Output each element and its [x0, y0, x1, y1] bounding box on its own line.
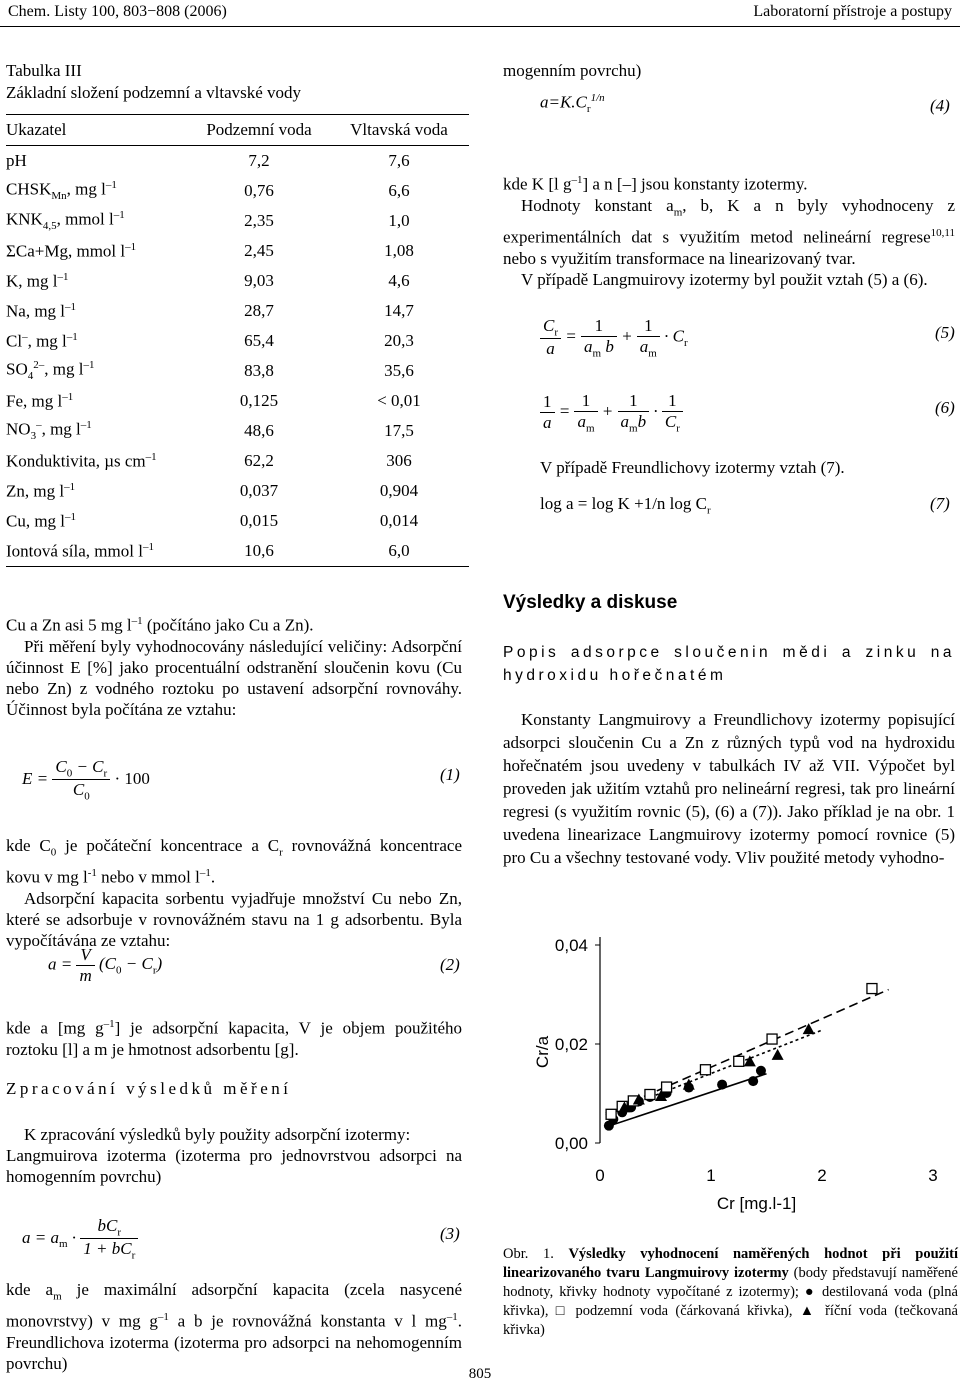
cell: Fe, mg $l^{-1}$ — [6, 390, 74, 411]
data-point — [662, 1082, 672, 1092]
right-text-block-1 — [503, 170, 955, 290]
table-row — [6, 476, 469, 506]
y-tick-label: 0,02 — [554, 1035, 588, 1054]
table-row — [6, 176, 469, 206]
equation-3: $a = a_m$ · $\frac{bC_r}{1 + bC_r}$ — [22, 1216, 138, 1262]
cell: 306 — [386, 451, 412, 470]
cell: 1,08 — [384, 241, 414, 260]
equation-number: (7) — [930, 494, 950, 513]
table-row — [6, 296, 469, 326]
cell: 65,4 — [244, 331, 274, 350]
cell: 7,6 — [388, 151, 410, 170]
table-title: Tabulka III — [6, 61, 82, 80]
x-tick-label: 2 — [817, 1166, 827, 1185]
paragraph: kde $a_m$ je maximální adsorpční kapacita (zcela nasycené monovrstvy) v mg $g^{-1}$ a b je rovnovážná konstanta v l $mg^{-1}$. Freundlichova izoterma (izoterma pro adsorpci na nehomogenním povrchu) — [6, 1280, 462, 1374]
equation-number: (3) — [440, 1224, 460, 1243]
equation-5: $\frac{C_r}{a}$ = $\frac{1}{a_m b}$ + $\frac{1}{a_m}$ · $C_r$ — [540, 316, 688, 359]
right-text-block-2 — [540, 457, 955, 478]
cell: 1,0 — [388, 211, 410, 230]
journal-citation: Chem. Listy 100, 803−808 (2006) — [8, 3, 227, 20]
cell: $KNK_{4,5}$, mmol $l^{-1}$ — [6, 209, 125, 233]
paragraph: Adsorpční kapacita sorbentu vyjadřuje množství Cu nebo Zn, které se adsorbuje v rovnovážném stavu na 1 g adsorbentu. Byla vypočítávána ze vztahu: — [6, 889, 462, 951]
equation-6: $\frac{1}{a}$ = $\frac{1}{a_m}$ + $\frac{1}{a_mb}$ · $\frac{1}{C_r}$ — [540, 391, 683, 434]
table-row — [6, 266, 469, 296]
table-row — [6, 146, 469, 177]
data-point — [645, 1089, 655, 1099]
left-text-block-3 — [6, 1014, 462, 1060]
paragraph: Cu a Zn asi 5 mg $l^{-1}$ (počítáno jako Cu a Zn). — [6, 615, 314, 635]
cell: $NO_3^-$, mg $l^{-1}$ — [6, 419, 92, 443]
col-header: Podzemní voda — [206, 120, 312, 139]
table-row — [6, 206, 469, 236]
cell: 35,6 — [384, 361, 414, 380]
right-text-block-0 — [503, 60, 955, 81]
equation-4: $a=K.C_r^{1/n}$ — [540, 92, 605, 116]
table-row — [6, 506, 469, 536]
data-point — [606, 1109, 616, 1119]
data-point — [734, 1056, 744, 1066]
cell: 48,6 — [244, 421, 274, 440]
table-subtitle: Základní složení podzemní a vltavské vody — [6, 83, 302, 102]
header-rule — [0, 26, 960, 27]
table-row — [6, 536, 469, 567]
cell: Na, mg $l^{-1}$ — [6, 300, 77, 321]
equation-7: log a = log K +1/n $\log C_r$ — [540, 494, 711, 517]
right-text-block-3 — [503, 708, 955, 869]
cell: $CHSK_{Mn}$, mg $l^{-1}$ — [6, 179, 117, 203]
paragraph: V případě Langmuirovy izotermy byl použit vztah (5) a (6). — [521, 269, 928, 289]
cell: Iontová síla, mmol $l^{-1}$ — [6, 540, 154, 561]
data-point — [767, 1034, 777, 1044]
table-row — [6, 356, 469, 386]
figure-1-chart — [500, 915, 960, 1220]
equation-number: (5) — [935, 323, 955, 342]
section-heading: Výsledky a diskuse — [503, 592, 678, 613]
section-title: Laboratorní přístroje a postupy — [753, 3, 952, 20]
cell: 28,7 — [244, 301, 274, 320]
x-tick-label: 3 — [928, 1166, 938, 1185]
cell: 9,03 — [244, 271, 274, 290]
cell: 7,2 — [248, 151, 270, 170]
data-point — [772, 1049, 784, 1060]
paragraph: Konstanty Langmuirovy a Freundlichovy izotermy popisující adsorpci sloučenin Cu a Zn z různých typů vod na hydroxidu hořečnatém jsou uvedeny v tabulkách IV až VII. Výpočet byl proveden jak užitím vztahů pro nelineární regresi, tak pro lineární regresi (s využitím rovnic (5), (6) a (7)). Jako příklad je na obr. 1 uvedena linearizace Langmuirovy izotermy pomocí rovnice (5) pro Cu a všechny testované vody. Vliv použité metody vyhodno- — [503, 710, 955, 867]
table-row — [6, 416, 469, 446]
running-header — [0, 0, 960, 26]
cell: 62,2 — [244, 451, 274, 470]
x-tick-label: 0 — [595, 1166, 605, 1185]
left-text-block-4 — [6, 1124, 462, 1187]
cell: pH — [6, 151, 27, 170]
cell: ΣCa+Mg, mmol $l^{-1}$ — [6, 240, 137, 261]
composition-table — [6, 115, 469, 567]
cell: Cl–, mg $l^{-1}$ — [6, 330, 78, 351]
equation-number: (6) — [935, 398, 955, 417]
equation-2: a = $\frac{V}{m}$ $(C_0 - C_r)$ — [48, 945, 163, 985]
cell: 2,35 — [244, 211, 274, 230]
data-point — [867, 984, 877, 994]
page-number: 805 — [468, 1366, 492, 1382]
paragraph: K zpracování výsledků byly použity adsorpční izotermy: — [24, 1125, 411, 1144]
cell: 17,5 — [384, 421, 414, 440]
left-text-block-2 — [6, 835, 462, 951]
equation-number: (4) — [930, 96, 950, 115]
cell: 0,015 — [239, 511, 279, 530]
cell: 0,904 — [379, 481, 419, 500]
cell: 20,3 — [384, 331, 414, 350]
col-header: Vltavská voda — [350, 120, 448, 139]
table-row — [6, 446, 469, 476]
data-point — [803, 1023, 815, 1034]
cell: 83,8 — [244, 361, 274, 380]
table-header-row — [6, 115, 469, 146]
equation-1: E = $\frac{C_0 - C_r}{C_0}$ · 100 — [22, 757, 150, 803]
data-point — [748, 1076, 758, 1086]
paragraph: Langmuirova izoterma (izoterma pro jednovrstvou adsorpci na homogenním povrchu) — [6, 1146, 462, 1186]
equation-number: (2) — [440, 955, 460, 974]
cell: 2,45 — [244, 241, 274, 260]
paragraph: Hodnoty konstant $a_m$, b, K a n byly vyhodnoceny z experimentálních dat s využitím metod nelineární regrese$^{10,11}$ nebo s využitím transformace na linearizovaný tvar. — [503, 195, 956, 268]
table-row — [6, 386, 469, 416]
y-axis-label: Cr/a — [533, 1035, 552, 1069]
paragraph: mogenním povrchu) — [503, 61, 642, 80]
col-header: Ukazatel — [6, 120, 67, 139]
paragraph: V případě Freundlichovy izotermy vztah (7). — [540, 458, 845, 477]
data-point — [717, 1080, 727, 1090]
data-point — [756, 1066, 766, 1076]
cell: K, mg $l^{-1}$ — [6, 270, 69, 291]
cell: 10,6 — [244, 541, 274, 560]
y-tick-label: 0,00 — [554, 1134, 588, 1153]
cell: 0,76 — [244, 181, 274, 200]
cell: $SO_4^{2-}$, mg $l^{-1}$ — [6, 359, 95, 383]
cell: 4,6 — [388, 271, 410, 290]
cell: 14,7 — [384, 301, 414, 320]
x-axis-label: Cr [mg.l-1] — [716, 1194, 797, 1213]
paragraph: Při měření byly vyhodnocovány následující veličiny: Adsorpční účinnost E [%] jako procentuální odstranění sloučenin kovu (Cu nebo Zn) z vodného roztoku po ustavení adsorpční rovnováhy. Účinnost byla počítána ze vztahu: — [6, 636, 462, 719]
cell: 0,037 — [239, 481, 279, 500]
left-text-block-5 — [6, 1279, 462, 1374]
equation-number: (1) — [440, 765, 460, 784]
y-tick-label: 0,04 — [554, 936, 588, 955]
cell: 6,0 — [388, 541, 410, 560]
cell: 0,014 — [379, 511, 419, 530]
cell: 0,125 — [239, 391, 279, 410]
cell: < 0,01 — [377, 391, 421, 410]
paragraph: kde a [mg $g^{-1}$] je adsorpční kapacita, V je objem použitého roztoku [l] a m je hmotnost adsorbentu [g]. — [6, 1018, 462, 1059]
table-row — [6, 236, 469, 266]
cell: Cu, mg $l^{-1}$ — [6, 510, 77, 531]
table-block — [6, 60, 469, 567]
section-heading: Zpracování výsledků měření — [6, 1079, 292, 1098]
subsection-heading: Popis adsorpce sloučenin mědi a zinku na hydroxidu hořečnatém — [503, 644, 955, 684]
cell: 6,6 — [388, 181, 410, 200]
paragraph: kde $C_0$ je počáteční koncentrace a $C_r$ rovnovážná koncentrace kovu v mg $l^{-1}$ nebo v mmol $l^{-1}$. — [6, 836, 462, 888]
cell: Konduktivita, µs $cm^{-1}$ — [6, 450, 157, 471]
cell: Zn, mg $l^{-1}$ — [6, 480, 76, 501]
table-row — [6, 326, 469, 356]
paragraph: kde K [l $g^{-1}$] a n [–] jsou konstanty izotermy. — [503, 174, 808, 194]
data-point — [700, 1065, 710, 1075]
left-text-block-1 — [6, 611, 462, 720]
figure-caption: Obr. 1. Výsledky vyhodnocení naměřených hodnot při použití linearizovaného tvaru Langmuirovy izotermy (body představují naměřené hodnoty, křivky hodnoty vypočítané z izotermy); ● destilovaná voda (plná křivka), □ podzemní voda (čárkovaná křivka), ▲ říční voda (tečkovaná křivka) — [503, 1246, 959, 1338]
x-tick-label: 1 — [706, 1166, 716, 1185]
